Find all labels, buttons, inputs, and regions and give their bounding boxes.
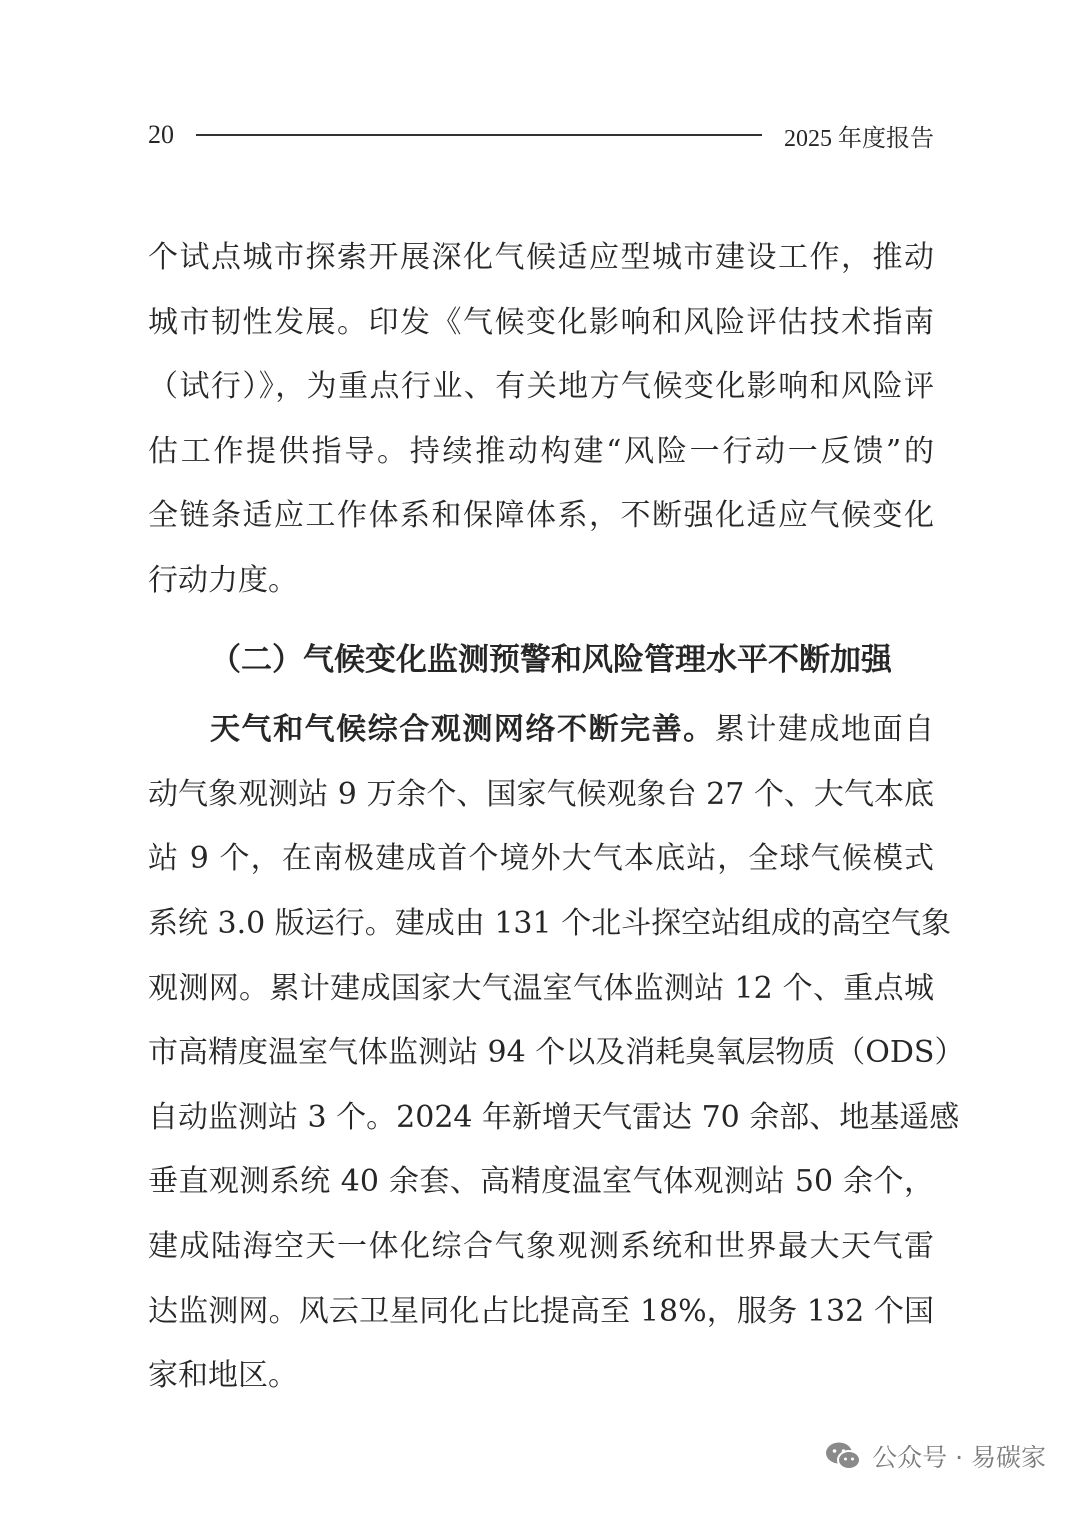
paragraph-2: [148, 698, 965, 1409]
paragraph-1: [148, 226, 934, 614]
text-line: 行动力度。: [148, 562, 298, 598]
text-line: 城市韧性发展。印发《气候变化影响和风险评估技术指南: [148, 304, 934, 340]
text-line: 垂直观测系统 40 余套、高精度温室气体观测站 50 余个，: [148, 1164, 934, 1200]
text-line: 动气象观测站 9 万余个、国家气候观象台 27 个、大气本底: [148, 776, 934, 812]
text-line: 家和地区。: [148, 1358, 298, 1394]
page-number: 20: [148, 120, 174, 149]
text-line: 观测网。累计建成国家大气温室气体监测站 12 个、重点城: [148, 970, 934, 1006]
paragraph-text: 累计建成地面自: [714, 712, 935, 748]
text-line: 市高精度温室气体监测站 94 个以及消耗臭氧层物质（ODS）: [148, 1035, 965, 1071]
section-heading: （二）气候变化监测预警和风险管理水平不断加强: [210, 641, 892, 678]
document-body: [148, 226, 965, 1409]
watermark: [824, 1436, 1046, 1476]
text-line: （试行）》，为重点行业、有关地方气候变化影响和风险评: [148, 369, 934, 405]
header-rule: [196, 134, 762, 136]
text-line: 建成陆海空天一体化综合气象观测系统和世界最大天气雷: [148, 1228, 934, 1264]
text-line-first: [148, 698, 934, 763]
text-line: 自动监测站 3 个。2024 年新增天气雷达 70 余部、地基遥感: [148, 1099, 960, 1135]
paragraph-lead: 天气和气候综合观测网络不断完善。: [210, 712, 715, 748]
page-header: [148, 118, 934, 152]
report-title: 2025 年度报告: [784, 125, 934, 152]
watermark-text: 公众号 · 易碳家: [872, 1443, 1046, 1472]
text-line: 系统 3.0 版运行。建成由 131 个北斗探空站组成的高空气象: [148, 905, 952, 941]
text-line: 个试点城市探索开展深化气候适应型城市建设工作，推动: [148, 240, 934, 275]
text-line: 达监测网。风云卫星同化占比提高至 18%，服务 132 个国: [148, 1293, 934, 1329]
text-line: 站 9 个，在南极建成首个境外大气本底站，全球气候模式: [148, 841, 934, 877]
wechat-icon: [824, 1440, 862, 1472]
text-line: 估工作提供指导。持续推动构建“风险一行动一反馈”的: [148, 433, 934, 469]
text-line: 全链条适应工作体系和保障体系，不断强化适应气候变化: [148, 498, 934, 534]
